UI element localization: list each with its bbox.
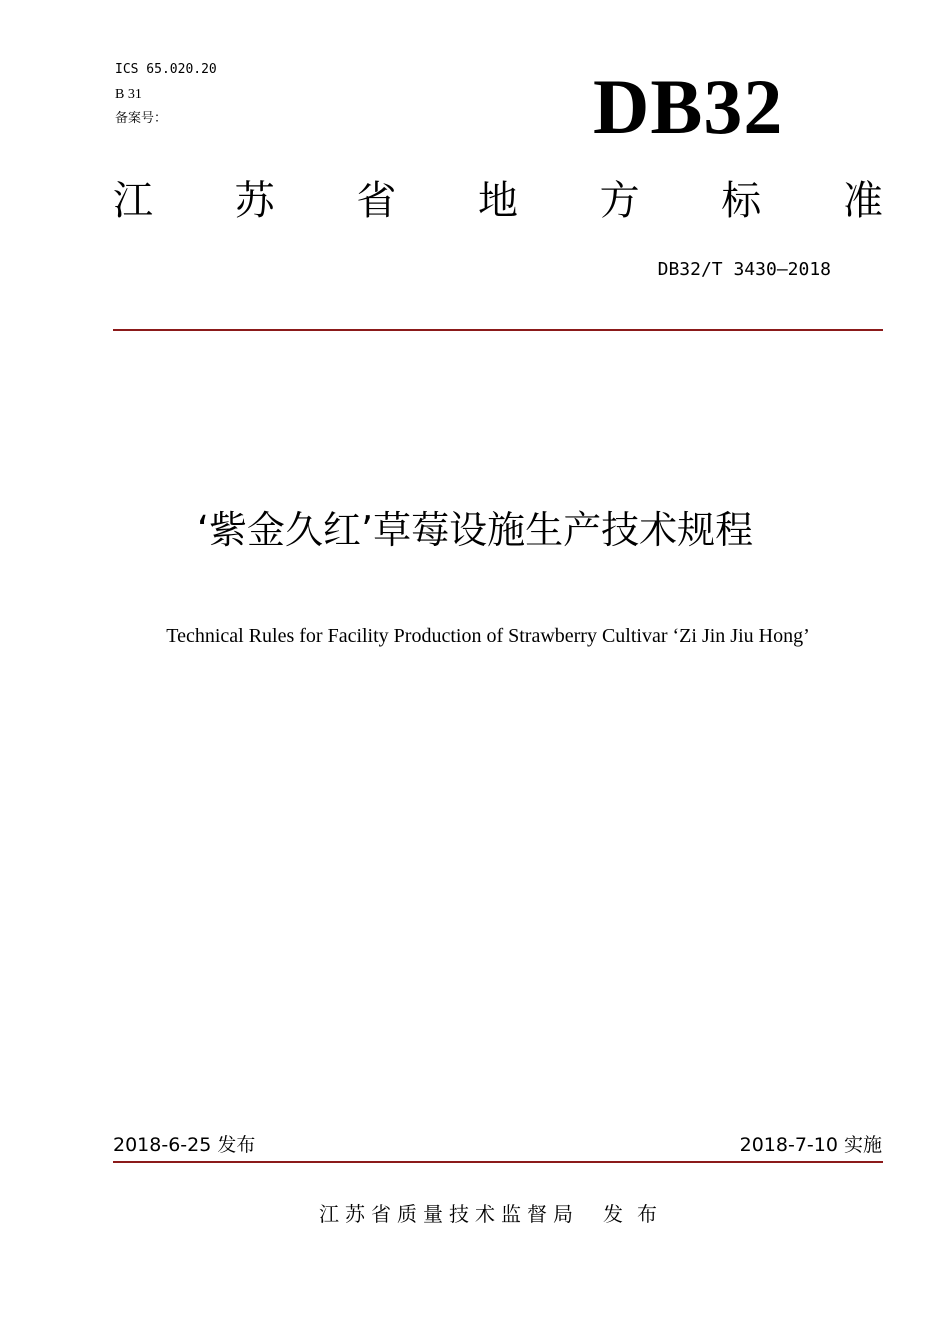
implementation-date: 2018-7-10 实施 (739, 1134, 882, 1156)
document-title-cn: ‘紫金久红’草莓设施生产技术规程 (196, 508, 754, 552)
classification-code: B 31 (115, 87, 142, 102)
standard-number: DB32/T 3430—2018 (657, 259, 831, 280)
issue-date: 2018-6-25 发布 (113, 1134, 256, 1156)
standard-type-char: 方 (599, 178, 640, 224)
standard-type-char: 省 (356, 178, 397, 224)
standard-type-char: 地 (477, 178, 518, 224)
footer-divider (113, 1161, 883, 1163)
issuer-action: 发布 (603, 1202, 671, 1226)
standard-type-char: 标 (721, 178, 762, 224)
standard-type-char: 准 (842, 178, 883, 224)
header-divider (113, 329, 883, 331)
standard-type-heading (113, 173, 883, 229)
standard-code-logo: DB32 (593, 63, 784, 150)
filing-number-label: 备案号： (115, 111, 168, 126)
document-title-en: Technical Rules for Facility Production of Strawberry Cultivar ‘Zi Jin Jiu Hong’ (166, 625, 810, 647)
standard-type-char: 苏 (234, 178, 275, 224)
issuer-name: 江苏省质量技术监督局 (319, 1202, 579, 1226)
standard-type-char: 江 (113, 178, 153, 224)
issuer-line (0, 1199, 950, 1229)
ics-code: ICS 65.020.20 (115, 62, 217, 77)
